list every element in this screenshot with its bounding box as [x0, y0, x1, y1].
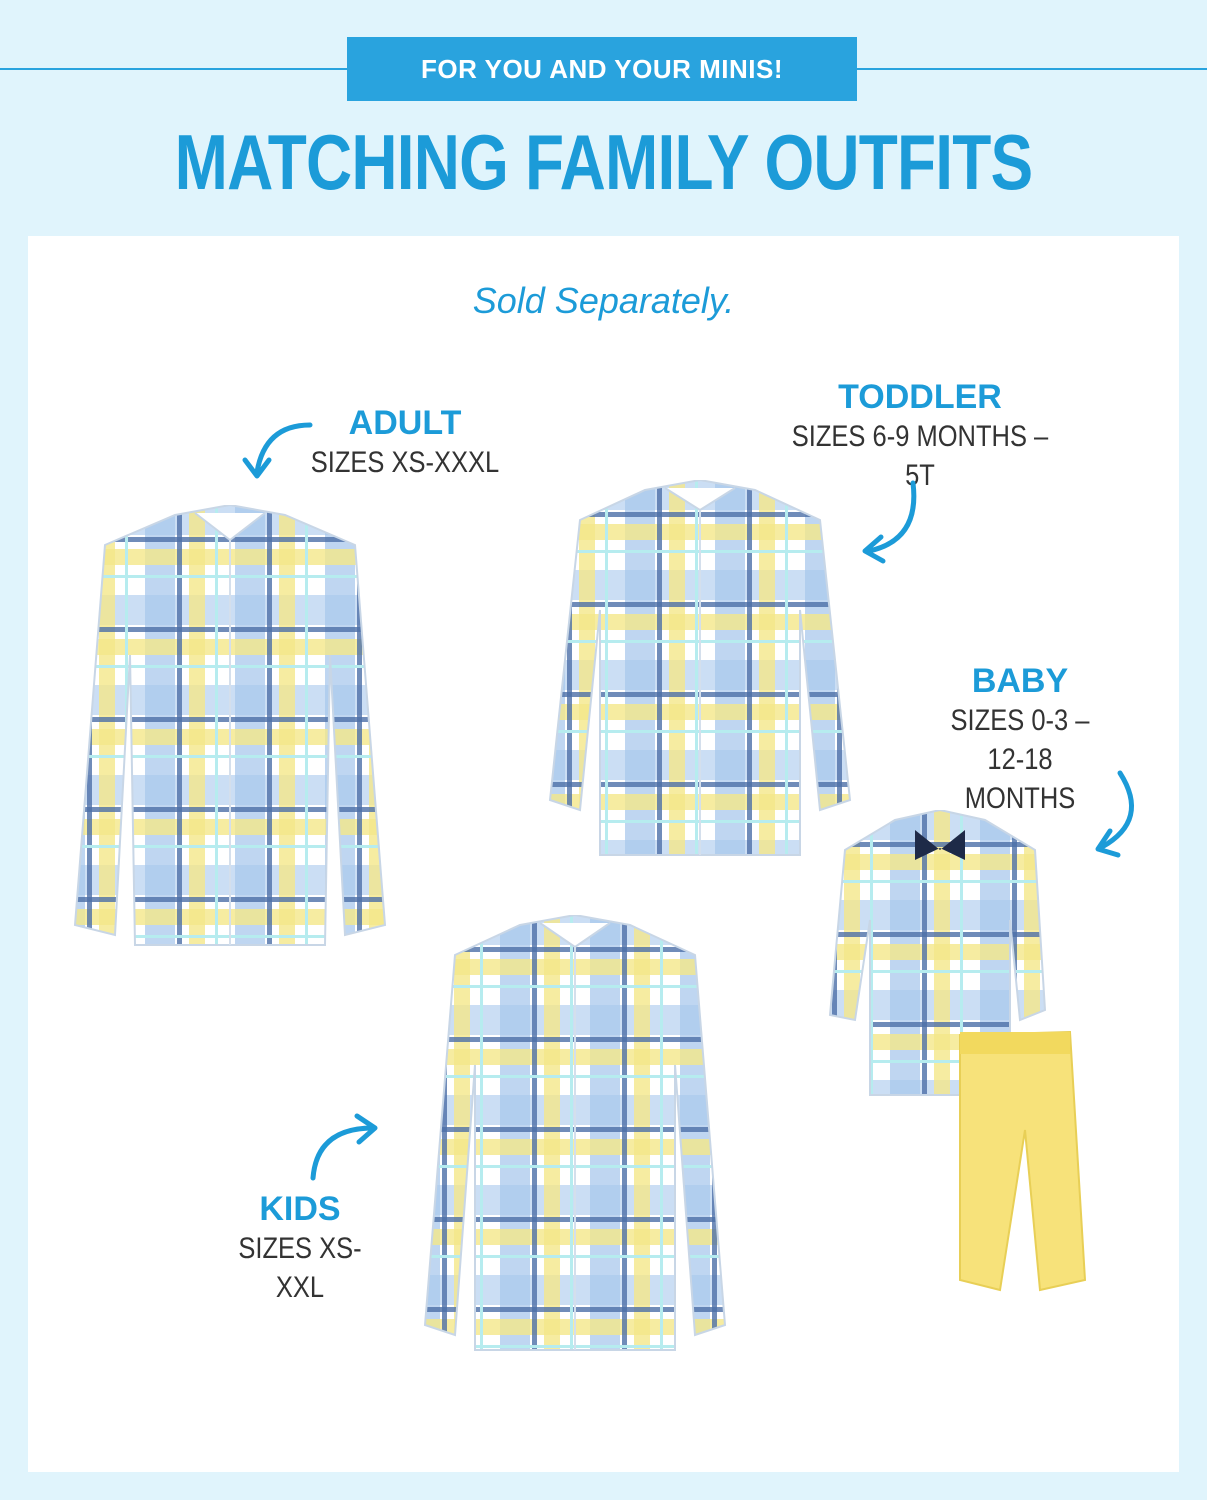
kids-label [205, 1190, 395, 1307]
toddler-shirt-image [535, 480, 865, 860]
adult-name: ADULT [348, 404, 462, 442]
adult-sizes: SIZES XS-XXXL [310, 446, 500, 479]
kids-name: KIDS [259, 1190, 341, 1228]
kids-shirt-image [410, 915, 740, 1355]
curved-arrow-icon [295, 1110, 385, 1190]
curved-arrow-icon [855, 475, 935, 565]
curved-arrow-icon [1090, 765, 1160, 860]
kids-sizes: SIZES XS-XXL [238, 1232, 362, 1304]
toddler-name: TODDLER [838, 378, 1002, 416]
baby-sizes-line1: SIZES 0-3 – [950, 704, 1090, 737]
adult-shirt-image [55, 505, 405, 955]
promo-banner [347, 37, 857, 101]
baby-sizes-line2: 12-18 MONTHS [964, 743, 1076, 815]
subtitle: Sold Separately. [472, 280, 735, 321]
baby-name: BABY [971, 662, 1069, 700]
curved-arrow-icon [235, 410, 325, 490]
promo-banner-text: FOR YOU AND YOUR MINIS! [420, 53, 784, 84]
baby-outfit-image [800, 810, 1100, 1300]
toddler-sizes: SIZES 6-9 MONTHS – 5T [791, 420, 1049, 492]
page-title: MATCHING FAMILY OUTFITS [174, 118, 1033, 206]
